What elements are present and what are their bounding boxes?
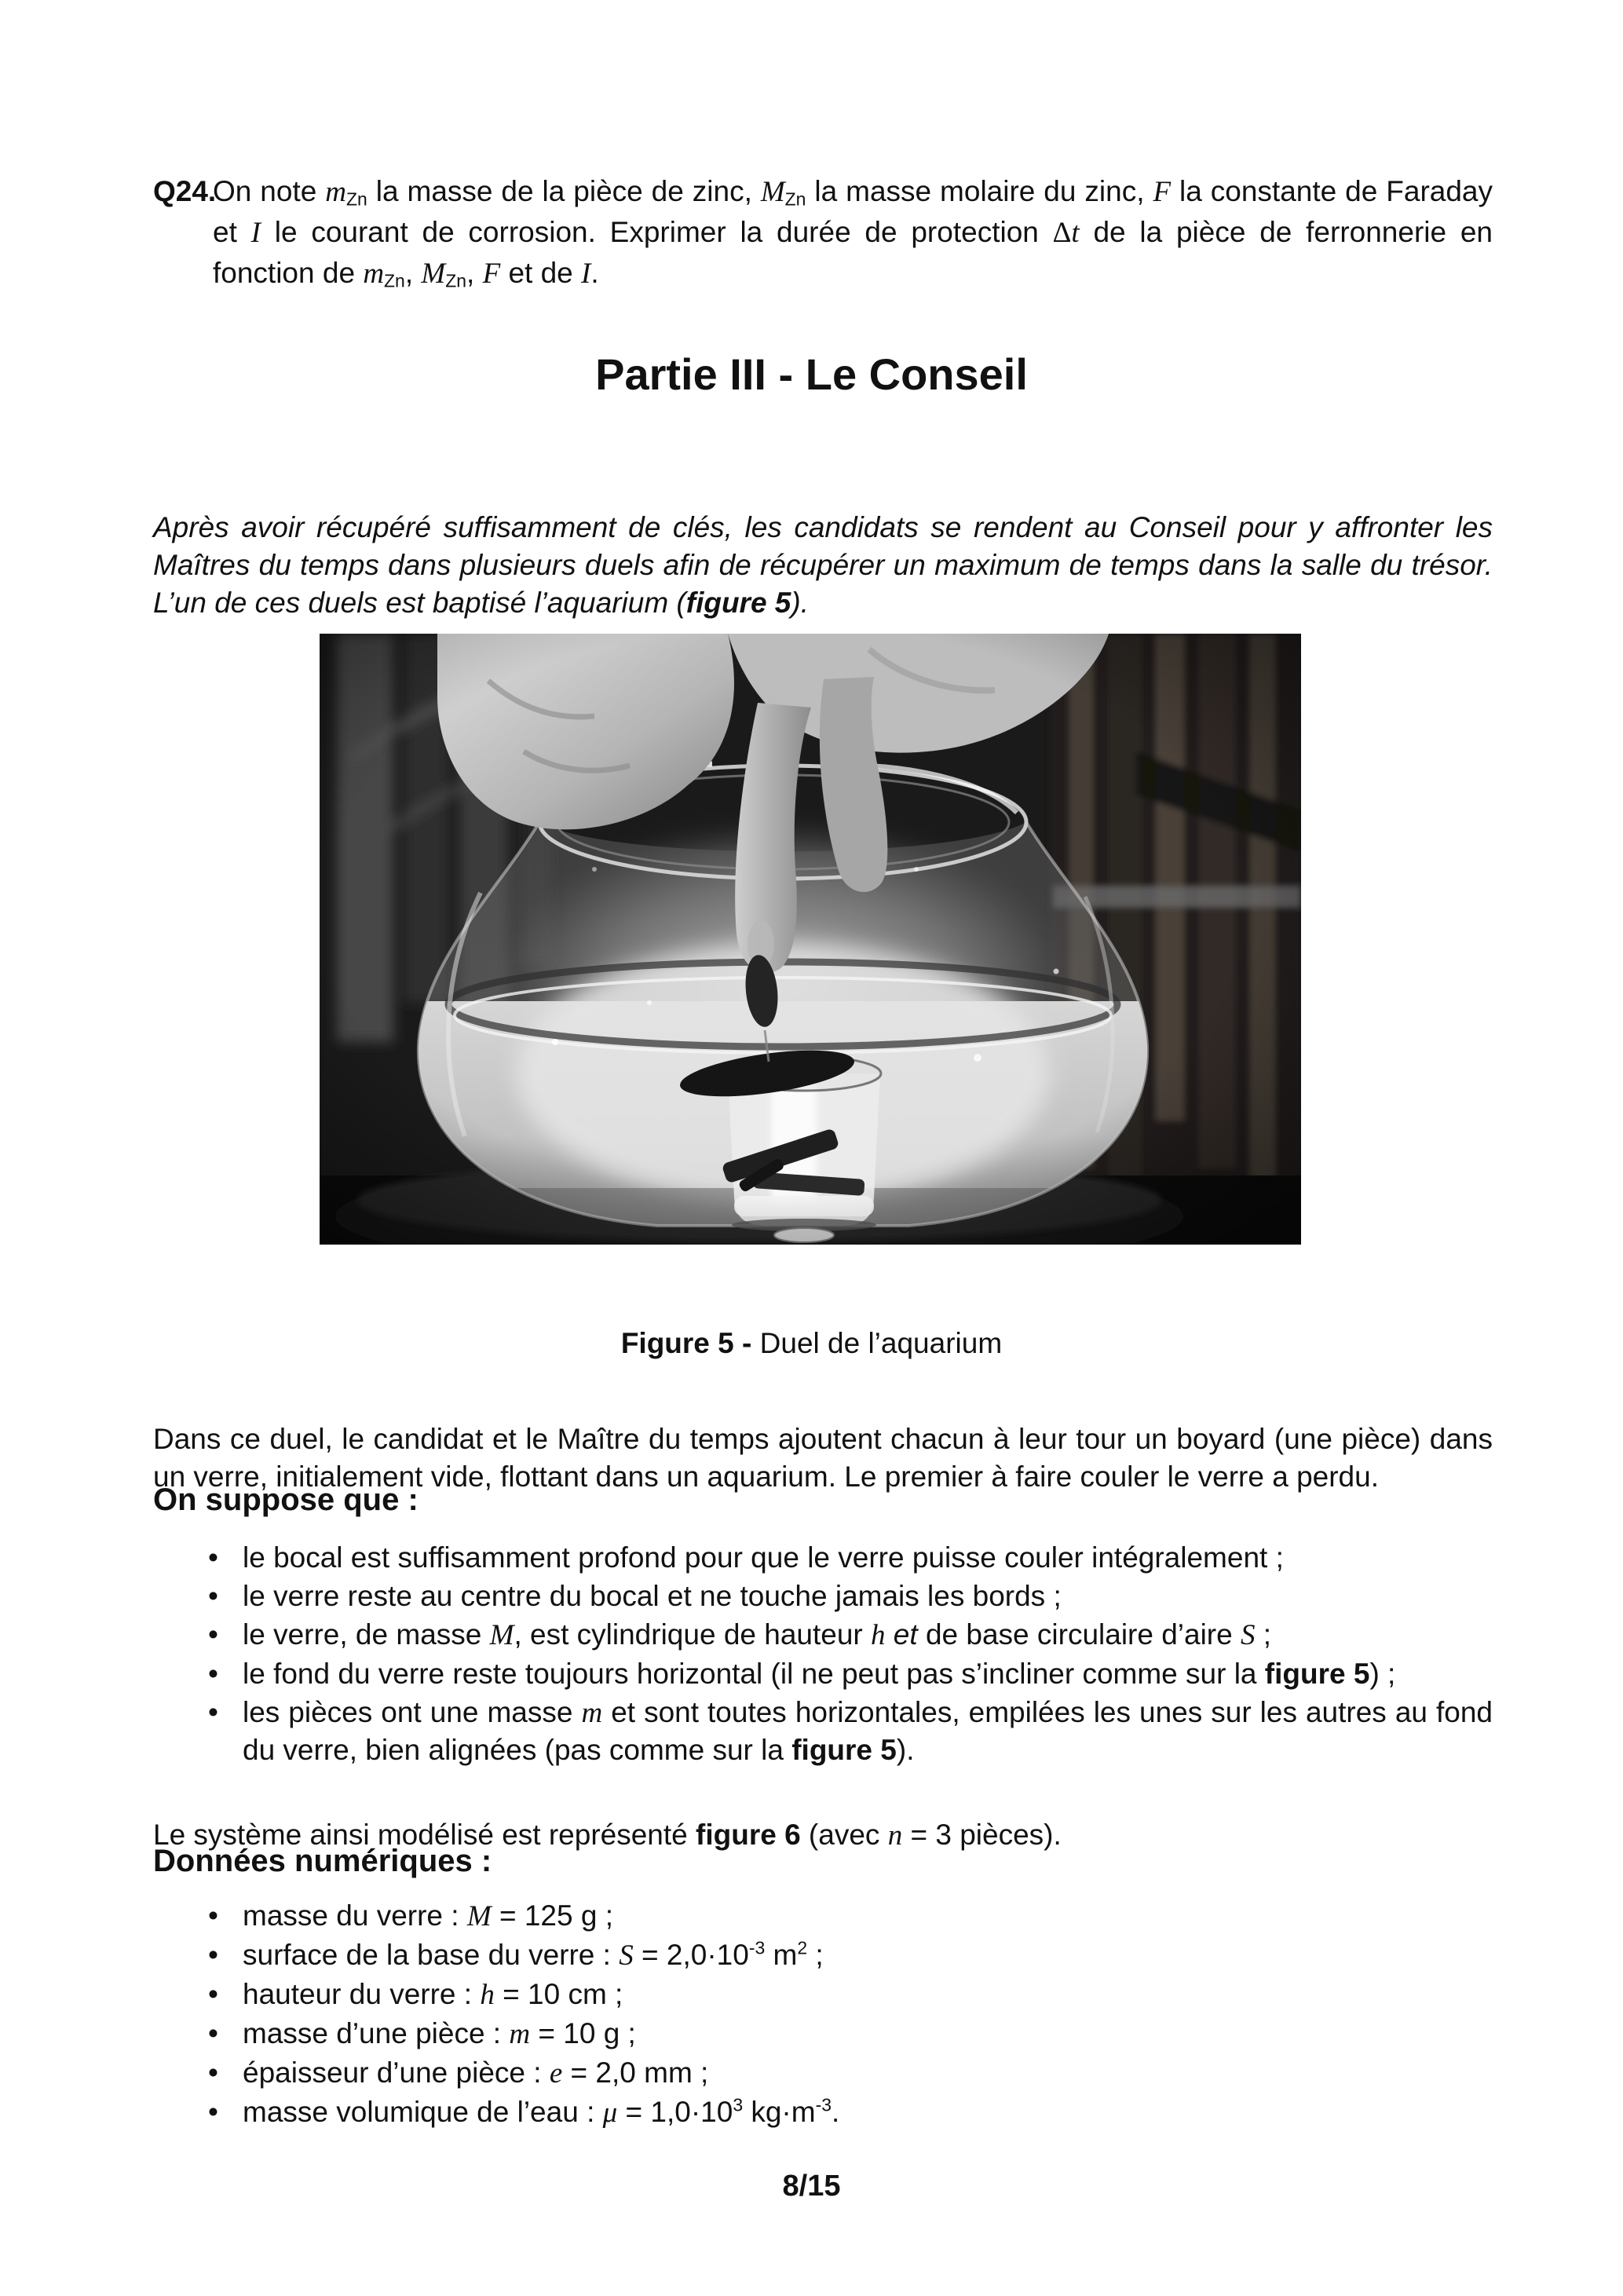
- suppose-heading: On suppose que :: [153, 1483, 419, 1517]
- donnees-bullet-list: [153, 1897, 1493, 2133]
- question-label: Q24.: [153, 175, 217, 207]
- suppose-bullet-list: [153, 1539, 1493, 1770]
- intro-paragraph: Après avoir récupéré suffisamment de clés, les candidats se rendent au Conseil pour y affronter les Maîtres du temps dans plusieurs duels afin de récupérer un maximum de temps dans la salle du trésor. L’un de ces duels est baptisé l’aquarium (figure 5).: [153, 511, 1493, 619]
- bullet-item: • masse volumique de l’eau : $\mu = 1,0\cdot 10^3$ $kg\cdot m^{-3}$.: [153, 2093, 1493, 2131]
- section-title: Partie III - Le Conseil: [595, 349, 1028, 399]
- bullet-item: • masse du verre : M = 125 g ;: [153, 1897, 1493, 1935]
- bullet-item: • masse d’une pièce : m = 10 g ;: [153, 2015, 1493, 2053]
- bullet-item: • le verre, de masse M, est cylindrique de hauteur h et de base circulaire d’aire S ;: [153, 1616, 1493, 1654]
- bullet-item: • le bocal est suffisamment profond pour que le verre puisse couler intégralement ;: [153, 1539, 1493, 1576]
- bullet-item: • le fond du verre reste toujours horizontal (il ne peut pas s’incliner comme sur la figure 5) ;: [153, 1655, 1493, 1692]
- bullet-item: • épaisseur d’une pièce : e = 2,0 mm ;: [153, 2054, 1493, 2092]
- figure5-photo: [320, 634, 1301, 1245]
- question-text: On note $m_{Zn}$ la masse de la pièce de zinc, $M_{Zn}$ la masse molaire du zinc, F la constante de Faraday et I le courant de corrosion. Exprimer la durée de protection Δt de la pièce de ferronnerie en fonction de $m_{Zn}$, $M_{Zn}$, F et de I.: [213, 175, 1493, 291]
- question-q24: [153, 171, 1493, 294]
- figure5-caption: Figure 5 - Duel de l’aquarium: [620, 1327, 1003, 1359]
- bullet-item: • les pièces ont une masse m et sont toutes horizontales, empilées les unes sur les autres au fond du verre, bien alignées (pas comme sur la figure 5).: [153, 1694, 1493, 1768]
- bullet-item: • le verre reste au centre du bocal et ne touche jamais les bords ;: [153, 1578, 1493, 1614]
- duel-paragraph: Dans ce duel, le candidat et le Maître du temps ajoutent chacun à leur tour un boyard (une pièce) dans un verre, initialement vide, flottant dans un aquarium. Le premier à faire couler le verre a perdu.: [153, 1423, 1493, 1493]
- page-number: 8/15: [782, 2170, 841, 2203]
- photo-vignette: [320, 634, 1301, 1245]
- systeme-paragraph: Le système ainsi modélisé est représenté figure 6 (avec n = 3 pièces).: [153, 1819, 1062, 1852]
- bullet-item: • surface de la base du verre : $S = 2,0\cdot 10^{-3}$ $m^2$ ;: [153, 1936, 1493, 1974]
- aquarium-photo-illustration: [320, 634, 1301, 1245]
- bullet-item: • hauteur du verre : h = 10 cm ;: [153, 1976, 1493, 2013]
- donnees-heading: Données numériques :: [153, 1844, 492, 1878]
